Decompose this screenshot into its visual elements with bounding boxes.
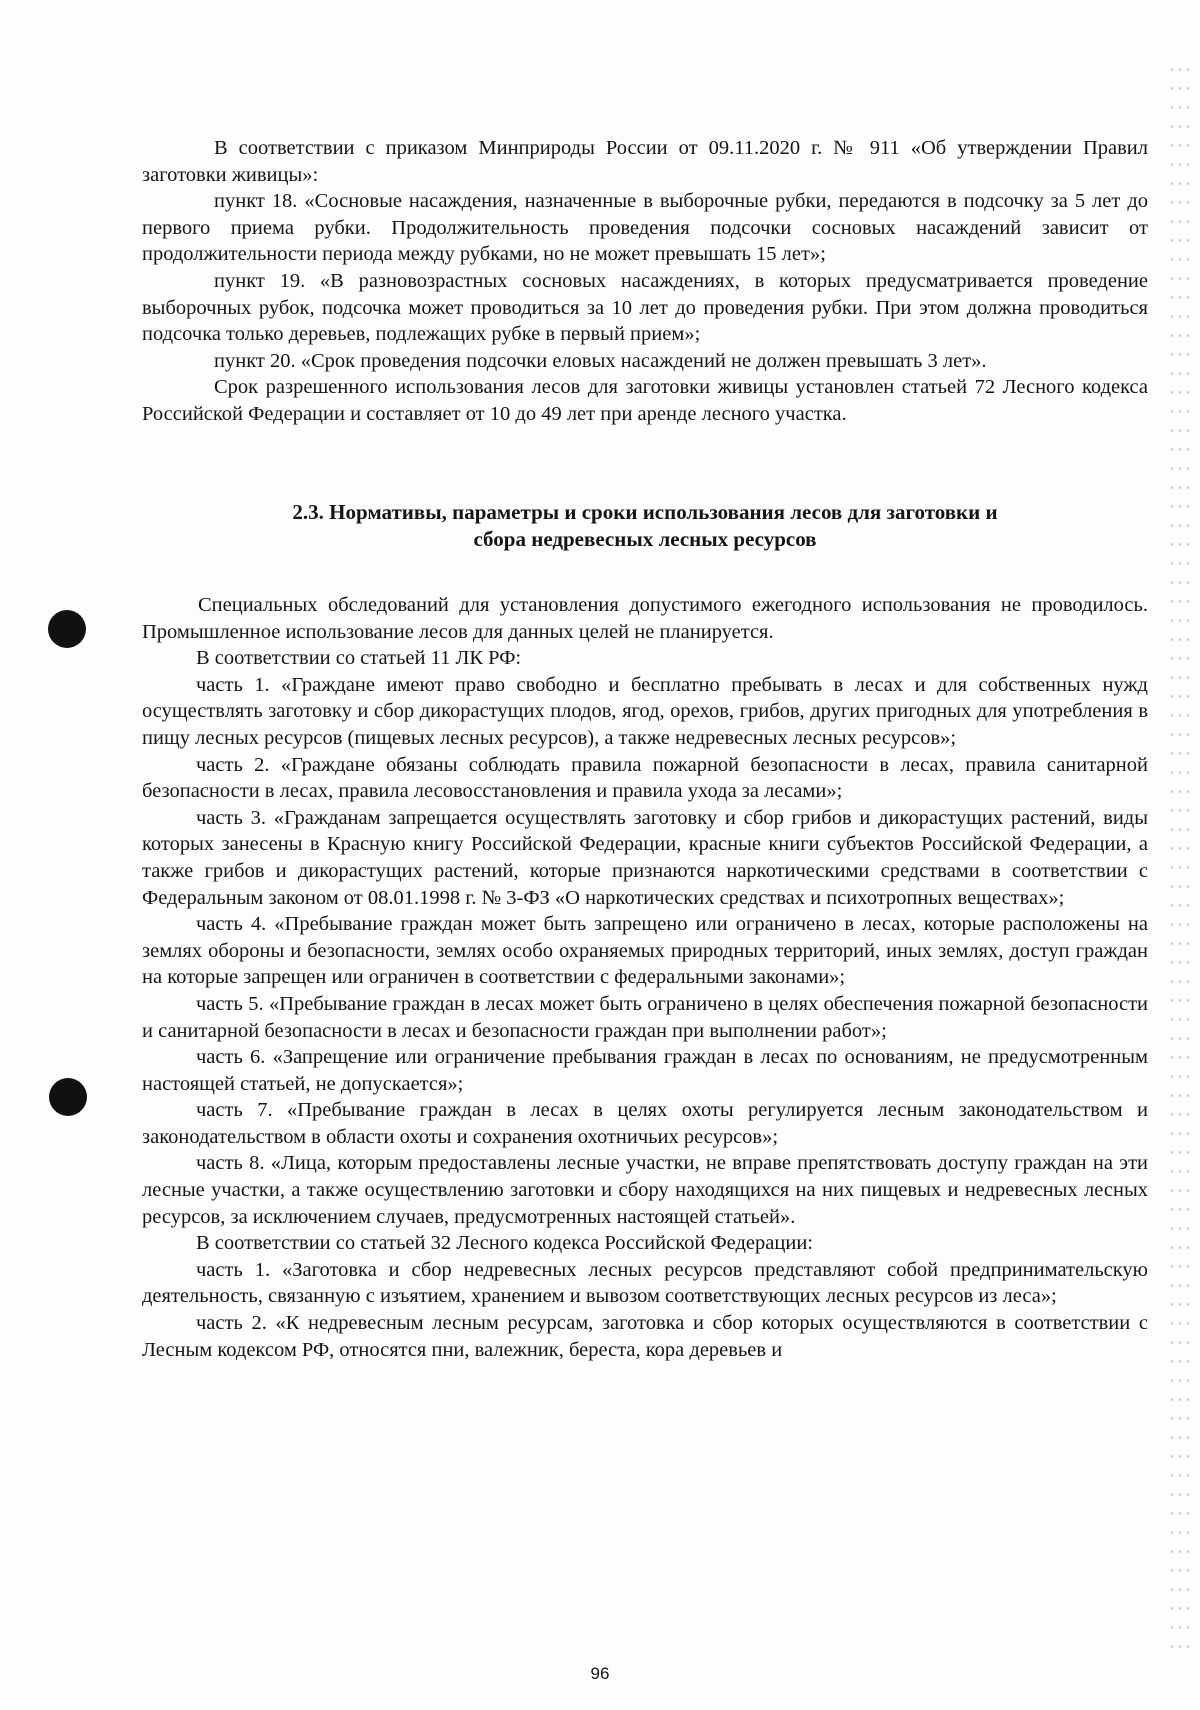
paragraph: часть 5. «Пребывание граждан в лесах может быть ограничено в целях обеспечения пожарной безопасности и санитарной безопасности в лесах и безопасности граждан при выполнении работ»;: [142, 992, 1148, 1042]
paragraph: часть 1. «Заготовка и сбор недревесных лесных ресурсов представляют собой предпринимательскую деятельность, связанную с изъятием, хранением и вывозом соответствующих лесных ресурсов из леса»;: [142, 1258, 1148, 1308]
body-block: [142, 592, 1148, 1363]
paragraph: Специальных обследований для установления допустимого ежегодного использования не проводилось. Промышленное использование лесов для данных целей не планируется.: [142, 594, 1148, 643]
paragraph: часть 8. «Лица, которым предоставлены лесные участки, не вправе препятствовать доступу граждан на эти лесные участки, а также осуществлению заготовки и сбору находящихся на них пищевых и недревесных лесных ресурсов, за исключением случаев, предусмотренных настоящей статьей».: [142, 1152, 1148, 1228]
paragraph: часть 4. «Пребывание граждан может быть запрещено или ограничено в лесах, которые расположены на землях обороны и безопасности, землях особо охраняемых природных территорий, иных землях, доступ граждан на которые запрещен или ограничен в соответствии с федеральными законами»;: [142, 913, 1148, 989]
paragraph: пункт 20. «Срок проведения подсочки еловых насаждений не должен превышать 3 лет».: [214, 349, 987, 372]
section-heading-line: сбора недревесных лесных ресурсов: [473, 527, 817, 551]
paragraph: часть 2. «К недревесным лесным ресурсам, заготовка и сбор которых осуществляются в соответствии с Лесным кодексом РФ, относятся пни, валежник, береста, кора деревьев и: [142, 1312, 1148, 1361]
paragraph: часть 1. «Граждане имеют право свободно и бесплатно пребывать в лесах и для собственных нужд осуществлять заготовку и сбор дикорастущих плодов, ягод, орехов, грибов, других пригодных для употребления в пищу лесных ресурсов (пищевых лесных ресурсов), а также недревесных лесных ресурсов»;: [142, 673, 1148, 749]
punch-hole-mark: [48, 610, 86, 648]
intro-block: [142, 135, 1148, 428]
paragraph: В соответствии со статьей 32 Лесного кодекса Российской Федерации:: [196, 1232, 813, 1255]
paragraph: В соответствии со статьей 11 ЛК РФ:: [196, 647, 522, 670]
paragraph: В соответствии с приказом Минприроды России от 09.11.2020 г. № 911 «Об утверждении Правил заготовки живицы»:: [142, 137, 1148, 186]
paragraph: Срок разрешенного использования лесов для заготовки живицы установлен статьей 72 Лесного кодекса Российской Федерации и составляет от 10 до 49 лет при аренде лесного участка.: [142, 376, 1148, 425]
paragraph: часть 2. «Граждане обязаны соблюдать правила пожарной безопасности в лесах, правила санитарной безопасности в лесах, правила лесовосстановления и правила ухода за лесами»;: [142, 753, 1148, 803]
paragraph: пункт 19. «В разновозрастных сосновых насаждениях, в которых предусматривается проведение выборочных рубок, подсочка может проводиться за 10 лет до проведения рубки. При этом должна проводиться подсочка только деревьев, подлежащих рубке в первый прием»;: [142, 269, 1148, 346]
paragraph: часть 3. «Гражданам запрещается осуществлять заготовку и сбор грибов и дикорастущих растений, виды которых занесены в Красную книгу Российской Федерации, красные книги субъектов Российской Федерации, а также грибов и дикорастущих растений, которые признаются наркотическими средствами в соответствии с Федеральным законом от 08.01.1998 г. № 3-ФЗ «О наркотических средствах и психотропных веществах»;: [142, 806, 1148, 909]
paragraph: часть 6. «Запрещение или ограничение пребывания граждан в лесах по основаниям, не предусмотренным настоящей статьей, не допускается»;: [142, 1046, 1148, 1095]
section-heading: [142, 499, 1148, 553]
scan-edge-noise: [1168, 60, 1192, 1660]
punch-hole-mark: [49, 1078, 87, 1116]
paragraph: часть 7. «Пребывание граждан в лесах в целях охоты регулируется лесным законодательством и законодательством в области охоты и сохранения охотничьих ресурсов»;: [142, 1099, 1148, 1148]
paragraph: пункт 18. «Сосновые насаждения, назначенные в выборочные рубки, передаются в подсочку за 5 лет до первого приема рубки. Продолжительность проведения подсочки сосновых насаждений зависит от продолжительности периода между рубками, но не может превышать 15 лет»;: [142, 190, 1148, 266]
section-heading-line: 2.3. Нормативы, параметры и сроки использования лесов для заготовки и: [292, 500, 998, 524]
page-number: 96: [590, 1664, 610, 1683]
